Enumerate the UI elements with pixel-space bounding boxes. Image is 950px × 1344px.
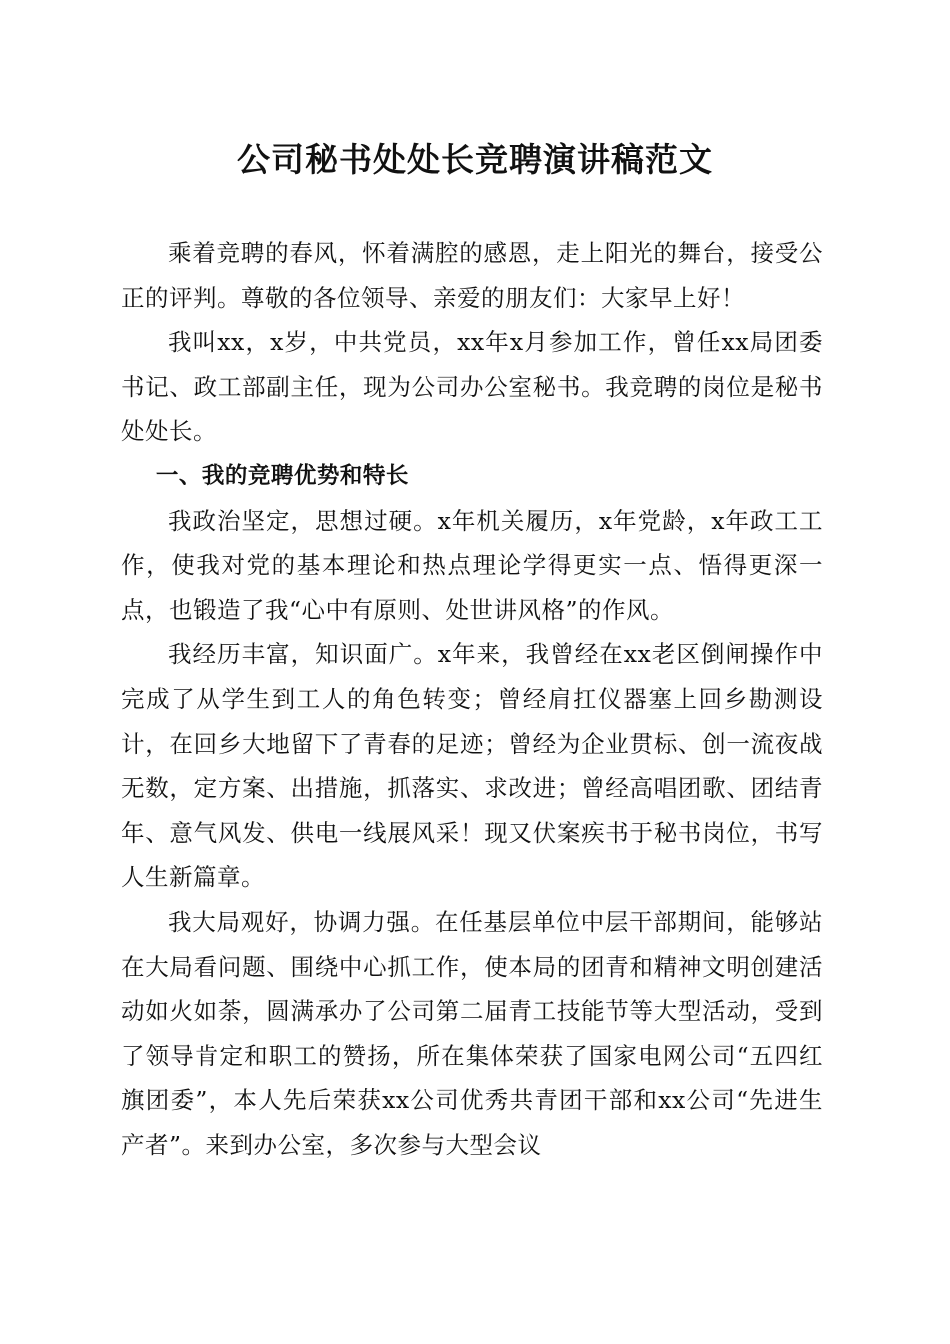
document-body (121, 231, 823, 1167)
paragraph-experience: 我经历丰富，知识面广。x年来，我曾经在xx老区倒闸操作中完成了从学生到工人的角色转变；曾经肩扛仪器塞上回乡勘测设计，在回乡大地留下了青春的足迹；曾经为企业贯标、创一流夜战无数，定方案、出措施，抓落实、求改进；曾经高唱团歌、团结青年、意气风发、供电一线展风采！现又伏案疾书于秘书岗位，书写人生新篇章。 (121, 640, 823, 892)
section-heading-advantages: 一、我的竞聘优势和特长 (155, 462, 409, 489)
paragraph-greeting: 乘着竞聘的春风，怀着满腔的感恩，走上阳光的舞台，接受公正的评判。尊敬的各位领导、亲爱的朋友们：大家早上好！ (121, 239, 823, 312)
paragraph-self-introduction: 我叫xx，x岁，中共党员，xx年x月参加工作，曾任xx局团委书记、政工部副主任，现为公司办公室秘书。我竞聘的岗位是秘书处处长。 (121, 328, 823, 446)
paragraph-coordination: 我大局观好，协调力强。在任基层单位中层干部期间，能够站在大局看问题、围绕中心抓工作，使本局的团青和精神文明创建活动如火如荼，圆满承办了公司第二届青工技能节等大型活动，受到了领导肯定和职工的赞扬，所在集体荣获了国家电网公司“五四红旗团委”，本人先后荣获xx公司优秀共青团干部和xx公司“先进生产者”。来到办公室，多次参与大型会议 (121, 907, 823, 1159)
document-title: 公司秘书处处长竞聘演讲稿范文 (237, 140, 713, 179)
paragraph-political: 我政治坚定，思想过硬。x年机关履历，x年党龄，x年政工工作，使我对党的基本理论和热点理论学得更实一点、悟得更深一点，也锻造了我“心中有原则、处世讲风格”的作风。 (121, 506, 823, 624)
